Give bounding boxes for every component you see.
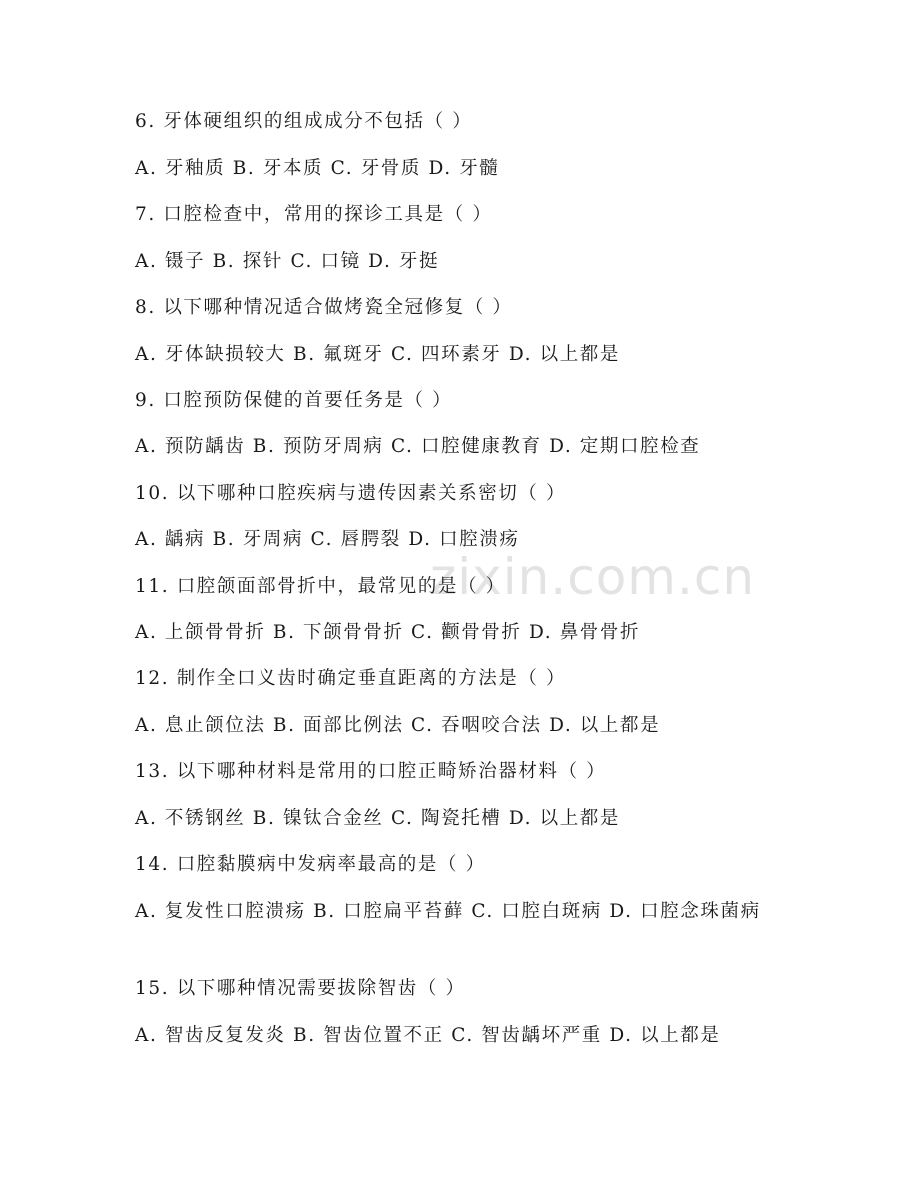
options-12: A. 息止颌位法 B. 面部比例法 C. 吞咽咬合法 D. 以上都是	[135, 715, 661, 736]
question-15: 15. 以下哪种情况需要拔除智齿（ ）	[135, 978, 466, 999]
options-14: A. 复发性口腔溃疡 B. 口腔扁平苔藓 C. 口腔白斑病 D. 口腔念珠菌病	[135, 901, 761, 922]
options-7: A. 镊子 B. 探针 C. 口镜 D. 牙挺	[135, 251, 440, 272]
options-9: A. 预防龋齿 B. 预防牙周病 C. 口腔健康教育 D. 定期口腔检查	[135, 436, 701, 457]
options-13: A. 不锈钢丝 B. 镍钛合金丝 C. 陶瓷托槽 D. 以上都是	[135, 808, 621, 829]
watermark: zixin.com.cn	[430, 548, 756, 606]
options-11: A. 上颌骨骨折 B. 下颌骨骨折 C. 颧骨骨折 D. 鼻骨骨折	[135, 622, 641, 643]
question-11: 11. 口腔颌面部骨折中，最常见的是（ ）	[135, 576, 506, 597]
question-14: 14. 口腔黏膜病中发病率最高的是（ ）	[135, 854, 486, 875]
question-8: 8. 以下哪种情况适合做烤瓷全冠修复（ ）	[135, 297, 513, 318]
question-12: 12. 制作全口义齿时确定垂直距离的方法是（ ）	[135, 668, 567, 689]
options-10: A. 龋病 B. 牙周病 C. 唇腭裂 D. 口腔溃疡	[135, 529, 520, 550]
question-10: 10. 以下哪种口腔疾病与遗传因素关系密切（ ）	[135, 483, 567, 504]
question-9: 9. 口腔预防保健的首要任务是（ ）	[135, 390, 453, 411]
options-15: A. 智齿反复发炎 B. 智齿位置不正 C. 智齿龋坏严重 D. 以上都是	[135, 1025, 721, 1046]
options-6: A. 牙釉质 B. 牙本质 C. 牙骨质 D. 牙髓	[135, 158, 500, 179]
question-6: 6. 牙体硬组织的组成成分不包括（ ）	[135, 111, 473, 132]
question-13: 13. 以下哪种材料是常用的口腔正畸矫治器材料（ ）	[135, 761, 607, 782]
options-8: A. 牙体缺损较大 B. 氟斑牙 C. 四环素牙 D. 以上都是	[135, 344, 621, 365]
question-7: 7. 口腔检查中，常用的探诊工具是（ ）	[135, 204, 493, 225]
